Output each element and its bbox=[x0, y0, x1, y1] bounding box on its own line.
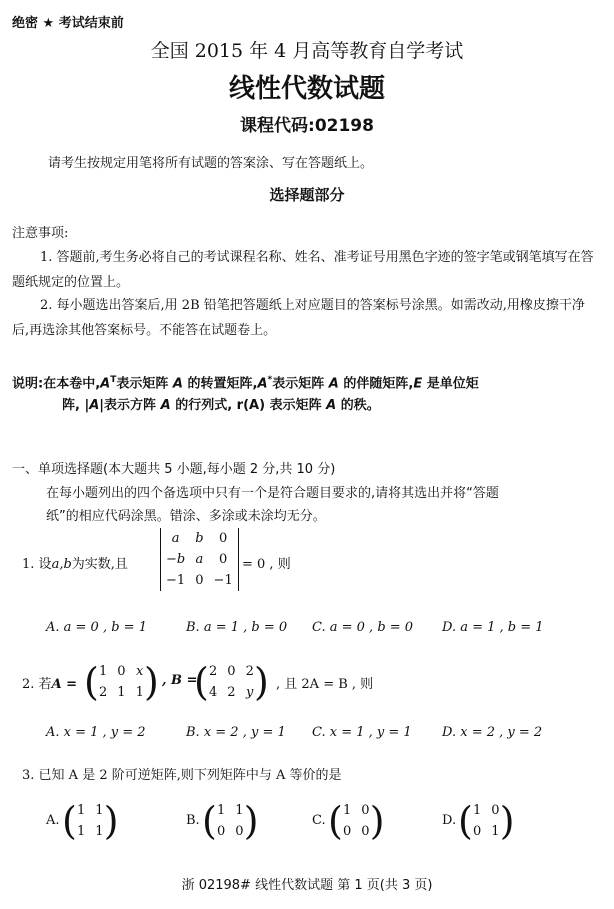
question-number: 1. bbox=[22, 557, 35, 572]
matrix-entry: 0 bbox=[361, 824, 370, 839]
question-1-stem bbox=[22, 553, 128, 572]
question-2-matrix-a bbox=[86, 660, 157, 704]
matrix-entry: 0 bbox=[235, 824, 244, 839]
right-paren: ) bbox=[103, 799, 119, 843]
option-a-matrix bbox=[64, 799, 117, 843]
matrix-entry: 1 bbox=[95, 803, 104, 818]
option-c-matrix bbox=[330, 799, 383, 843]
matrix-entry: a bbox=[195, 552, 204, 567]
matrix-entry: x bbox=[136, 664, 144, 679]
variable-names: a,b bbox=[51, 557, 72, 572]
question-1-determinant bbox=[160, 528, 239, 591]
matrix-label: A = bbox=[51, 677, 78, 692]
option-a-label: A. bbox=[46, 813, 60, 828]
right-paren: ) bbox=[254, 660, 269, 704]
question-number: 2. bbox=[22, 677, 35, 692]
matrix-entry: 0 bbox=[195, 573, 204, 588]
matrix-entry: 0 bbox=[227, 664, 236, 679]
option-b-label: B. bbox=[186, 813, 200, 828]
matrix-entry: 2 bbox=[99, 685, 108, 700]
option-b: B. x = 2 , y = 1 bbox=[186, 725, 286, 740]
matrix-entry: 1 bbox=[135, 685, 144, 700]
matrix-entry: 0 bbox=[218, 531, 228, 546]
matrix-entry: 2 bbox=[227, 685, 236, 700]
matrix-entry: 1 bbox=[473, 803, 482, 818]
part-title: 一、单项选择题(本大题共 5 小题,每小题 2 分,共 10 分) bbox=[12, 462, 336, 477]
identity-symbol: E bbox=[413, 376, 423, 392]
matrix-entry: 4 bbox=[209, 685, 218, 700]
left-paren: ( bbox=[328, 799, 343, 843]
question-text: 设 bbox=[38, 557, 52, 572]
legend-text: 的转置矩阵, bbox=[187, 376, 258, 392]
transpose-superscript: T bbox=[110, 375, 117, 385]
right-paren: ) bbox=[499, 799, 515, 843]
matrix-entry: y bbox=[246, 685, 254, 700]
legend-text: 的伴随矩阵, bbox=[343, 376, 414, 392]
question-text: 已知 A 是 2 阶可逆矩阵,则下列矩阵中与 A 等价的是 bbox=[38, 768, 342, 783]
matrix-entry: 0 bbox=[218, 552, 228, 567]
determinant-symbol: |A| bbox=[84, 398, 105, 413]
note-item: 2. 每小题选出答案后,用 2B 铅笔把答题纸上对应题目的答案标号涂黑。如需改动,用橡皮擦干净后,再选涂其他答案标号。不能答在试题卷上。 bbox=[12, 298, 585, 338]
matrix-entry: 0 bbox=[361, 803, 370, 818]
matrix-entry: 0 bbox=[343, 824, 352, 839]
left-paren: ( bbox=[62, 799, 77, 843]
exam-title: 全国 2015 年 4 月高等教育自学考试 bbox=[150, 40, 464, 62]
section-title: 选择题部分 bbox=[269, 186, 345, 204]
matrix-entry: 1 bbox=[491, 824, 500, 839]
option-a: A. a = 0 , b = 1 bbox=[46, 620, 147, 635]
matrix-symbol: A bbox=[172, 376, 183, 392]
matrix-entry: 1 bbox=[77, 803, 86, 818]
question-text: , 且 2A = B , 则 bbox=[276, 677, 374, 692]
matrix-entry: 0 bbox=[491, 803, 500, 818]
option-d-label: D. bbox=[442, 813, 457, 828]
option-b-matrix bbox=[204, 799, 257, 843]
instruction-text: 请考生按规定用笔将所有试题的答案涂、写在答题纸上。 bbox=[48, 156, 374, 171]
option-c-label: C. bbox=[312, 813, 326, 828]
option-b: B. a = 1 , b = 0 bbox=[186, 620, 288, 635]
matrix-entry: 0 bbox=[473, 824, 482, 839]
matrix-entry: 0 bbox=[117, 664, 126, 679]
question-3-stem bbox=[22, 764, 342, 783]
matrix-entry: 0 bbox=[217, 824, 226, 839]
left-paren: ( bbox=[202, 799, 217, 843]
matrix-entry: 1 bbox=[77, 824, 86, 839]
page-footer: 浙 02198# 线性代数试题 第 1 页(共 3 页) bbox=[181, 878, 433, 893]
legend-text: 表示方阵 bbox=[104, 398, 157, 413]
legend-text: 的秩。 bbox=[340, 398, 380, 413]
matrix-label: , B = bbox=[162, 673, 198, 688]
matrix-symbol: A bbox=[328, 376, 339, 392]
left-paren: ( bbox=[84, 660, 99, 704]
matrix-entry: 2 bbox=[245, 664, 254, 679]
option-a: A. x = 1 , y = 2 bbox=[46, 725, 146, 740]
matrix-symbol: A bbox=[257, 376, 268, 392]
question-2-matrix-b bbox=[196, 660, 267, 704]
matrix-symbol: A bbox=[160, 398, 171, 413]
right-paren: ) bbox=[144, 660, 159, 704]
legend-text: 表示矩阵 bbox=[116, 376, 169, 392]
option-d: D. a = 1 , b = 1 bbox=[442, 620, 544, 635]
legend-prefix: 说明:在本卷中, bbox=[12, 376, 101, 392]
option-c: C. a = 0 , b = 0 bbox=[312, 620, 414, 635]
question-text: 若 bbox=[38, 677, 52, 692]
matrix-entry: 1 bbox=[99, 664, 108, 679]
matrix-entry: 1 bbox=[117, 685, 126, 700]
secret-mark: 绝密 ★ 考试结束前 bbox=[12, 16, 124, 31]
left-paren: ( bbox=[194, 660, 209, 704]
option-d: D. x = 2 , y = 2 bbox=[442, 725, 543, 740]
course-code: 课程代码:02198 bbox=[240, 116, 374, 136]
question-2-stem bbox=[22, 673, 77, 692]
option-c: C. x = 1 , y = 1 bbox=[312, 725, 412, 740]
question-text: 为实数,且 bbox=[71, 557, 128, 572]
notation-legend-line2 bbox=[62, 394, 380, 413]
matrix-symbol: A bbox=[100, 376, 111, 392]
legend-text: 的行列式, bbox=[175, 398, 233, 413]
paper-title: 线性代数试题 bbox=[228, 74, 385, 104]
legend-text: 表示矩阵 bbox=[272, 376, 325, 392]
part-description: 纸”的相应代码涂黑。错涂、多涂或未涂均无分。 bbox=[46, 509, 326, 524]
note-item: 1. 答题前,考生务必将自己的考试课程名称、姓名、准考证号用黑色字迹的签字笔或钢笔填写在答题纸规定的位置上。 bbox=[12, 250, 594, 290]
right-paren: ) bbox=[369, 799, 385, 843]
matrix-entry: 1 bbox=[235, 803, 244, 818]
question-text: = 0 , 则 bbox=[242, 557, 291, 572]
legend-text: 表示矩阵 bbox=[269, 398, 322, 413]
part-description: 在每小题列出的四个备选项中只有一个是符合题目要求的,请将其选出并将“答题 bbox=[46, 486, 499, 501]
right-paren: ) bbox=[243, 799, 259, 843]
legend-text: 阵, bbox=[62, 398, 80, 413]
notes-heading: 注意事项: bbox=[12, 226, 69, 241]
matrix-entry: −b bbox=[166, 552, 186, 567]
matrix-entry: 1 bbox=[343, 803, 352, 818]
matrix-entry: b bbox=[195, 531, 204, 546]
rank-symbol: r(A) bbox=[236, 398, 266, 413]
option-d-matrix bbox=[460, 799, 513, 843]
matrix-entry: 1 bbox=[217, 803, 226, 818]
matrix-entry: 1 bbox=[95, 824, 104, 839]
legend-text: 是单位矩 bbox=[426, 376, 479, 392]
matrix-entry: 2 bbox=[209, 664, 218, 679]
matrix-entry: −1 bbox=[213, 573, 233, 588]
matrix-entry: −1 bbox=[166, 573, 186, 588]
question-number: 3. bbox=[22, 768, 35, 783]
left-paren: ( bbox=[458, 799, 473, 843]
matrix-symbol: A bbox=[326, 398, 337, 413]
adjoint-superscript: * bbox=[267, 375, 273, 385]
matrix-entry: a bbox=[171, 531, 180, 546]
